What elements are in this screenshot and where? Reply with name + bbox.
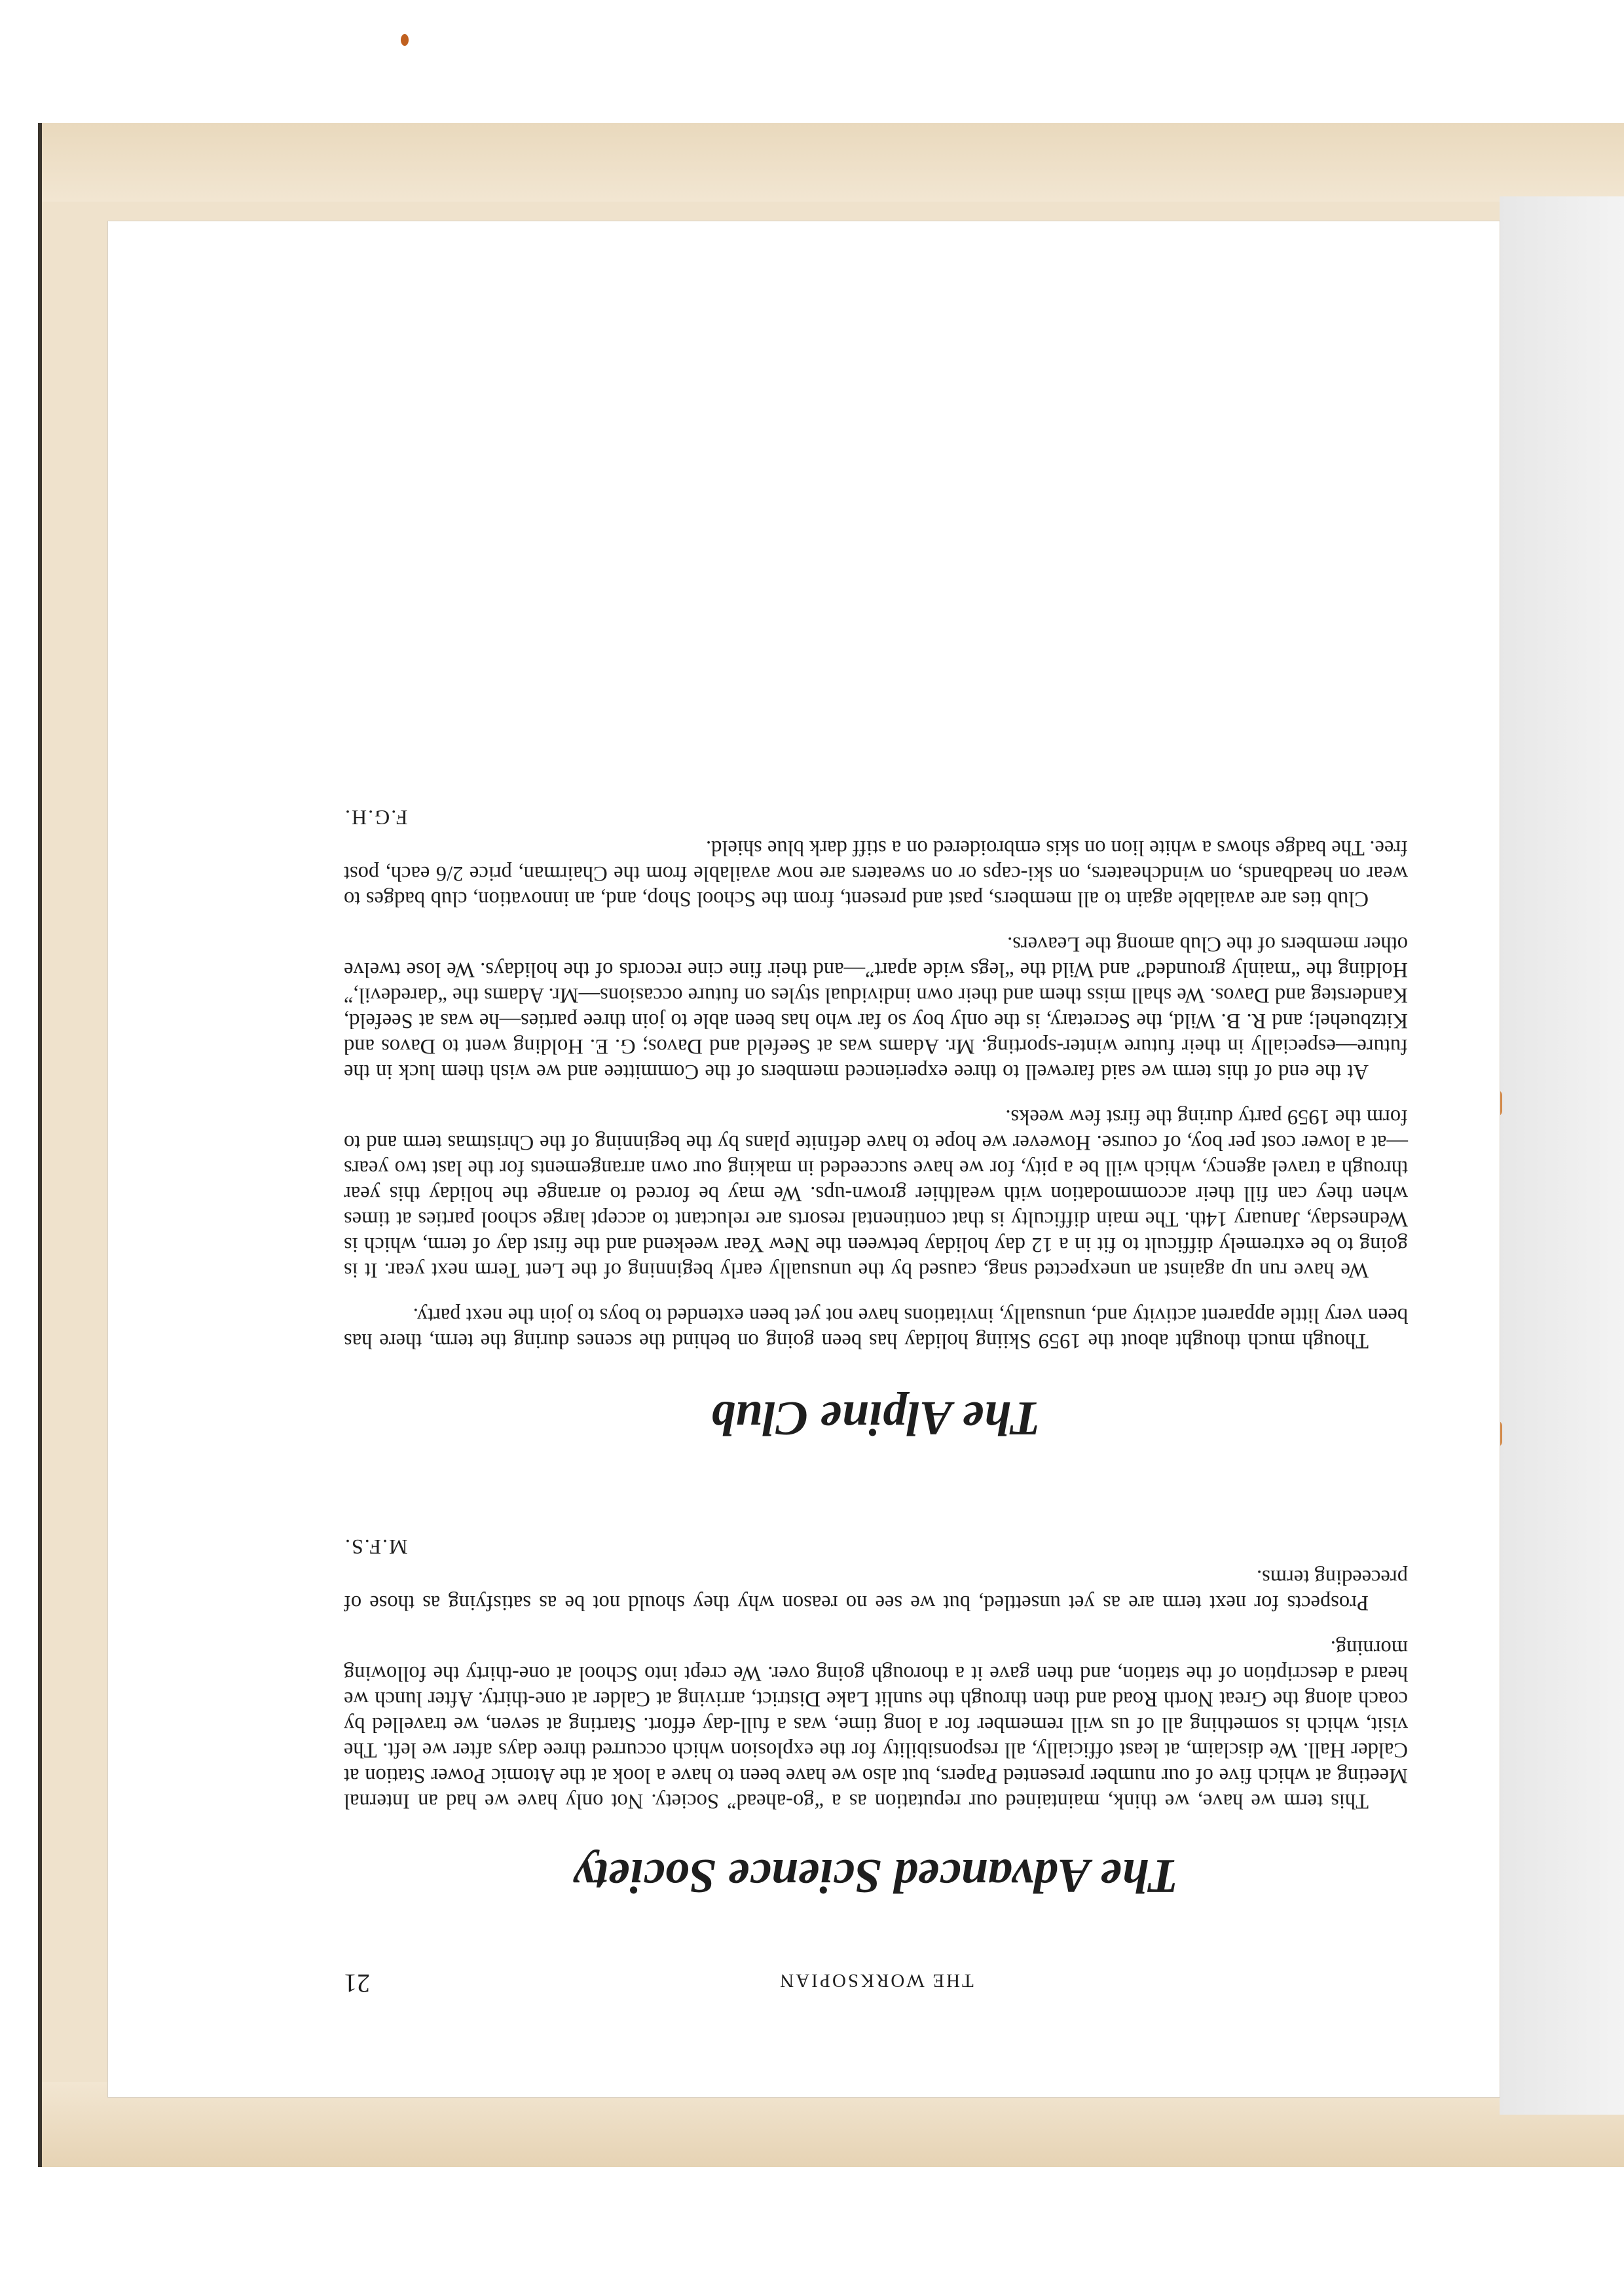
signature: F.G.H. [344, 805, 408, 829]
paragraph: Prospects for next term are as yet unsettled, but we see no reason why they should not be as satisfying as those of preceeding terms. [344, 1565, 1408, 1615]
section-title-advanced-science-society: The Advanced Science Society [573, 1849, 1179, 1903]
page-number: 21 [344, 1969, 370, 1998]
paragraph: This term we have, we think, maintained our reputation as a “go-ahead” Society. Not only have we had an Internal Meeting at which five of our number presented Papers, but also we have been to have a look at the Atomic Power Station at Calder Hall. We disclaim, at least officially, all responsibility for the explosion which occurred three days after we left. The visit, which is something all of us will remember for a long time, was a full-day effort. Starting at seven, we travelled by coach along the Great North Road and then through the sunlit Lake District, arriving at Calder at one-thirty. After lunch we heard a description of the station, and then gave it a thorough going over. We crept into School at one-thirty the following morning. [344, 1636, 1408, 1813]
signature: M.F.S. [344, 1535, 408, 1559]
running-head: THE WORKSOPIAN [778, 1970, 974, 1991]
paragraph: Club ties are available again to all members, past and present, from the School Shop, and, an innovation, club badges to wear on headbands, on windcheaters, on ski-caps or on sweaters are now available from the Chairman, price 2/6 each, post free. The badge shows a white lion on skis embroidered on a stiff dark blue shield. [344, 835, 1408, 911]
paragraph: At the end of this term we said farewell to three experienced members of the Committee and we wish them luck in the future—especially in their future winter-sporting. Mr. Adams was at Seefeld and Davos; G. E. Holding went to Davos and Kitzbuehel; and R. B. Wild, the Secretary, is the only boy so far who has been able to join three parties—he was at Seefeld, Kandersteg and Davos. We shall miss them and their own individual styles on future occasions—Mr. Adams the “daredevil,” Holding the “mainly grounded” and Wild the “legs wide apart”—and their fine cine records of the holidays. We lose twelve other members of the Club among the Leavers. [344, 932, 1408, 1084]
printed-page [108, 221, 1500, 2097]
paragraph: We have run up against an unexpected snag, caused by the unusually early beginning of the Lent Term next year. It is going to be extremely difficult to fit in a 12 day holiday between the New Year weekend and the first day of term, which is Wednesday, January 14th. The main difficulty is that continental resorts are reluctant to accept large school parties at times when they can fill their accommodation with wealthier grown-ups. We may be forced to arrange the holiday this year through a travel agency, which will be a pity, for we have succeeded in making our own arrangements for the last two years—at a lower cost per boy, of course. However we hope to have definite plans by the beginning of the Christmas term and to form the 1959 party during the first few weeks. [344, 1104, 1408, 1282]
facing-page-edge [1500, 196, 1624, 2115]
page-header [344, 1959, 1408, 1999]
ink-spot [401, 34, 409, 46]
section-title-alpine-club: The Alpine Club [711, 1391, 1041, 1446]
page-content [344, 805, 1408, 1999]
paragraph: Though much thought about the 1959 Skiing holiday has been going on behind the scenes during the term, there has been very little apparent activity and, unusually, invitations have not yet been extended to boys to join the next party. [344, 1303, 1408, 1353]
